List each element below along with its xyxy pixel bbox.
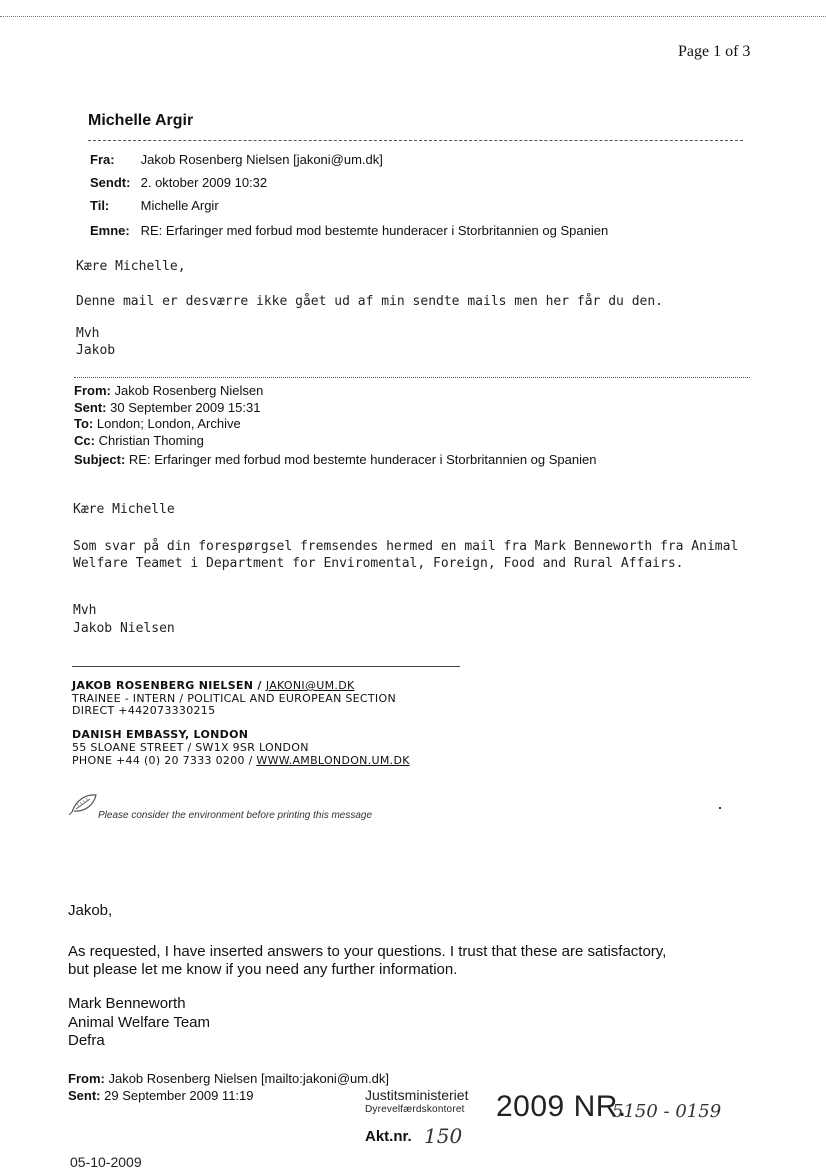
signature-name-line <box>72 679 354 692</box>
mailbox-owner-name: Michelle Argir <box>88 112 194 129</box>
signature-direct-phone: DIRECT +442073330215 <box>72 704 216 717</box>
header-divider <box>88 140 743 141</box>
forward-subject-value: RE: Erfaringer med forbud mod bestemte hunderacer i Storbritannien og Spanien <box>128 452 597 467</box>
signature-name: JAKOB ROSENBERG NIELSEN / <box>72 679 266 692</box>
forward-sent-label: Sent: <box>74 400 107 415</box>
forward-to-row <box>74 416 241 431</box>
signature-address: 55 SLOANE STREET / SW1X 9SR LONDON <box>72 741 309 754</box>
forward-from-label: From: <box>74 383 111 398</box>
signature-phone: PHONE +44 (0) 20 7333 0200 / <box>72 754 257 767</box>
forward-closing: Mvh <box>73 603 97 618</box>
defra-body-line-2: but please let me know if you need any further information. <box>68 961 458 978</box>
signature-role: TRAINEE - INTERN / POLITICAL AND EUROPEAN SECTION <box>72 692 396 705</box>
header-to-row <box>90 198 219 213</box>
page-number: Page 1 of 3 <box>678 43 751 60</box>
stamp-office: Dyrevelfærdskontoret <box>365 1104 465 1115</box>
stamp-year-number: 2009 NR. <box>496 1090 627 1123</box>
reply-body-line: Denne mail er desværre ikke gået ud af min sendte mails men her får du den. <box>76 294 663 309</box>
header-sent-row <box>90 175 267 190</box>
signature-phone-line <box>72 754 410 767</box>
defra-signature-org: Defra <box>68 1032 105 1049</box>
header-subject-value: RE: Erfaringer med forbud mod bestemte hunderacer i Storbritannien og Spanien <box>140 223 609 238</box>
reply-name: Jakob <box>76 343 116 358</box>
forward-from-row <box>74 383 263 398</box>
header-from-label: Fra: <box>90 152 115 167</box>
environment-note: Please consider the environment before printing this message <box>98 810 373 821</box>
forward-body-line-2: Welfare Teamet i Department for Enviromental, Foreign, Food and Rural Affairs. <box>73 556 684 571</box>
forward-to-label: To: <box>74 416 94 431</box>
forward-sent-value: 30 September 2009 15:31 <box>110 400 261 415</box>
header-from-value: Jakob Rosenberg Nielsen [jakoni@um.dk] <box>140 152 383 167</box>
header-subject-row <box>90 223 608 238</box>
forward-divider <box>74 377 750 378</box>
original-from-value: Jakob Rosenberg Nielsen [mailto:jakoni@um.dk] <box>108 1071 390 1086</box>
header-subject-label: Emne: <box>90 223 130 238</box>
header-sent-label: Sendt: <box>90 175 131 190</box>
stamp-akt-number-handwritten: 150 <box>424 1124 463 1148</box>
original-from-row <box>68 1071 389 1086</box>
defra-signature-team: Animal Welfare Team <box>68 1014 211 1031</box>
defra-greeting: Jakob, <box>68 902 113 919</box>
fax-top-edge <box>0 16 826 17</box>
signature-email-link[interactable]: JAKONI@UM.DK <box>265 679 355 692</box>
forward-cc-row <box>74 433 204 448</box>
stamp-akt-label: Akt.nr. <box>365 1128 412 1145</box>
reply-closing: Mvh <box>76 326 100 341</box>
original-sent-label: Sent: <box>68 1088 101 1103</box>
original-sent-row <box>68 1088 254 1103</box>
forward-cc-value: Christian Thoming <box>98 433 204 448</box>
defra-signature-name: Mark Benneworth <box>68 995 186 1012</box>
original-sent-value: 29 September 2009 11:19 <box>104 1088 254 1103</box>
signature-divider <box>72 666 460 667</box>
original-from-label: From: <box>68 1071 105 1086</box>
signature-website-link[interactable]: WWW.AMBLONDON.UM.DK <box>256 754 410 767</box>
reply-greeting: Kære Michelle, <box>76 259 186 274</box>
header-sent-value: 2. oktober 2009 10:32 <box>140 175 268 190</box>
header-to-label: Til: <box>90 198 110 213</box>
header-from-row <box>90 152 383 167</box>
forward-name: Jakob Nielsen <box>73 621 175 636</box>
leaf-icon <box>68 792 98 816</box>
forward-sent-row <box>74 400 260 415</box>
header-to-value: Michelle Argir <box>140 198 219 213</box>
forward-cc-label: Cc: <box>74 433 95 448</box>
forward-subject-label: Subject: <box>74 452 126 467</box>
stamp-case-number-handwritten: 5150 - 0159 <box>612 1101 722 1122</box>
scan-speck <box>719 807 721 809</box>
forward-subject-row <box>74 452 596 467</box>
received-date: 05-10-2009 <box>70 1154 142 1170</box>
signature-organization: DANISH EMBASSY, LONDON <box>72 728 249 741</box>
stamp-ministry: Justitsministeriet <box>365 1087 469 1103</box>
defra-body-line-1: As requested, I have inserted answers to your questions. I trust that these are satisfactory, <box>68 943 667 960</box>
forward-to-value: London; London, Archive <box>96 416 241 431</box>
forward-from-value: Jakob Rosenberg Nielsen <box>114 383 264 398</box>
forward-greeting: Kære Michelle <box>73 502 175 517</box>
forward-body-line-1: Som svar på din forespørgsel fremsendes hermed en mail fra Mark Benneworth fra Animal <box>73 539 739 554</box>
